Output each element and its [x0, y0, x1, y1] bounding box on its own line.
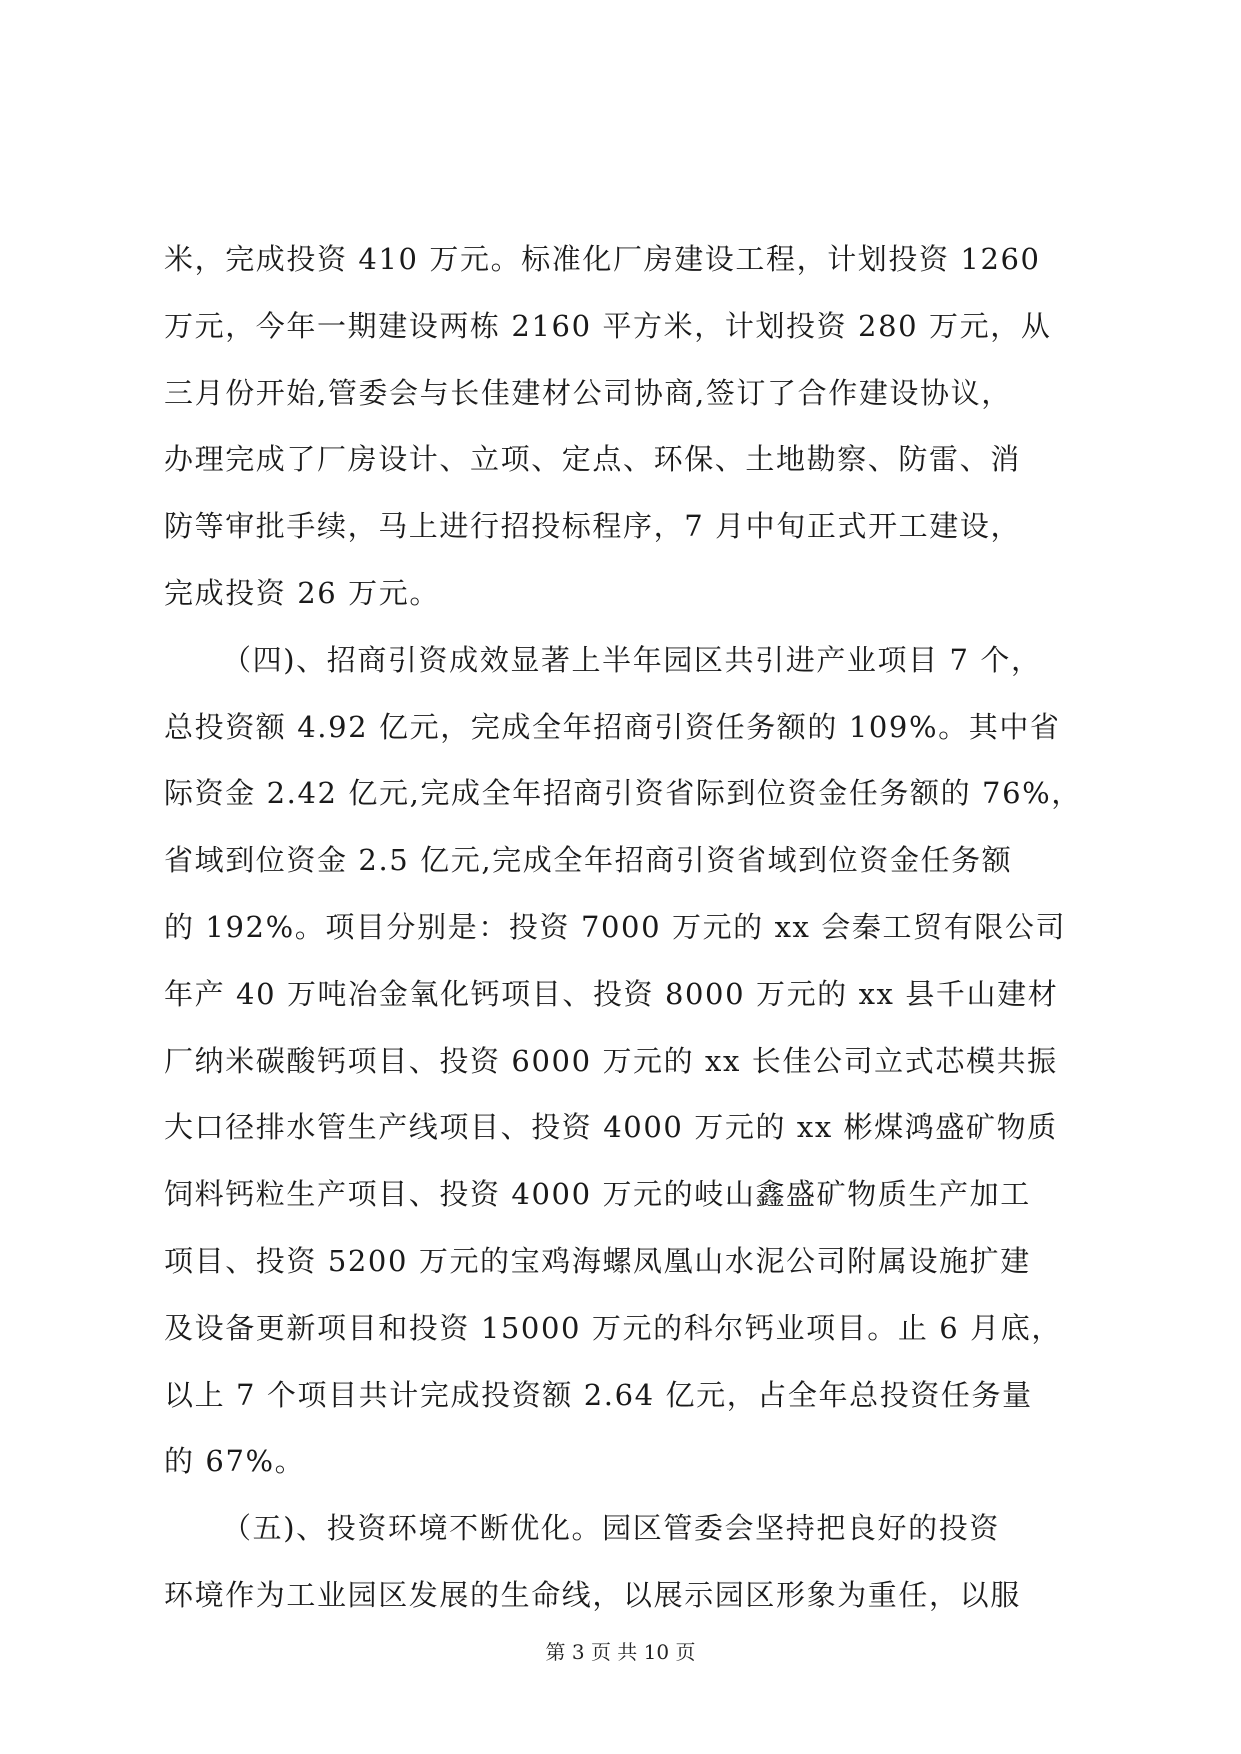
text-line: 际资金 2.42 亿元,完成全年招商引资省际到位资金任务额的 76%，	[164, 776, 1082, 811]
text-line: 米，完成投资 410 万元。标准化厂房建设工程，计划投资 1260	[164, 242, 1041, 276]
body-text	[164, 226, 1084, 1629]
paragraph-start-line: （五)、投资环境不断优化。园区管委会坚持把良好的投资	[222, 1511, 1000, 1546]
text-line: 的 67%。	[164, 1444, 306, 1479]
text-line: 项目、投资 5200 万元的宝鸡海螺凤凰山水泥公司附属设施扩建	[164, 1243, 1031, 1278]
text-line: 三月份开始,管委会与长佳建材公司协商,签订了合作建设协议，	[164, 375, 1012, 410]
text-line: 及设备更新项目和投资 15000 万元的科尔钙业项目。止 6 月底，	[164, 1310, 1062, 1345]
text-line: 厂纳米碳酸钙项目、投资 6000 万元的 xx 长佳公司立式芯模共振	[164, 1043, 1058, 1078]
text-line: 大口径排水管生产线项目、投资 4000 万元的 xx 彬煤鸿盛矿物质	[164, 1110, 1058, 1145]
text-line: 饲料钙粒生产项目、投资 4000 万元的岐山鑫盛矿物质生产加工	[164, 1177, 1031, 1212]
text-line: 以上 7 个项目共计完成投资额 2.64 亿元，占全年总投资任务量	[164, 1377, 1033, 1412]
text-line: 防等审批手续，马上进行招投标程序，7 月中旬正式开工建设，	[164, 509, 1022, 544]
text-line: 环境作为工业园区发展的生命线，以展示园区形象为重任，以服	[164, 1577, 1021, 1612]
text-line: 总投资额 4.92 亿元，完成全年招商引资任务额的 109%。其中省	[164, 709, 1061, 744]
paragraph-start-line: （四)、招商引资成效显著上半年园区共引进产业项目 7 个，	[222, 642, 1042, 677]
text-line: 的 192%。项目分别是：投资 7000 万元的 xx 会秦工贸有限公司	[164, 909, 1067, 944]
text-line: 年产 40 万吨冶金氧化钙项目、投资 8000 万元的 xx 县千山建材	[164, 976, 1059, 1011]
page-number-footer: 第 3 页 共 10 页	[545, 1640, 696, 1664]
text-line: 办理完成了厂房设计、立项、定点、环保、土地勘察、防雷、消	[164, 442, 1021, 477]
text-line: 万元，今年一期建设两栋 2160 平方米，计划投资 280 万元，从	[164, 308, 1052, 343]
text-line: 完成投资 26 万元。	[164, 575, 440, 610]
text-line: 省域到位资金 2.5 亿元,完成全年招商引资省域到位资金任务额	[164, 843, 1013, 878]
